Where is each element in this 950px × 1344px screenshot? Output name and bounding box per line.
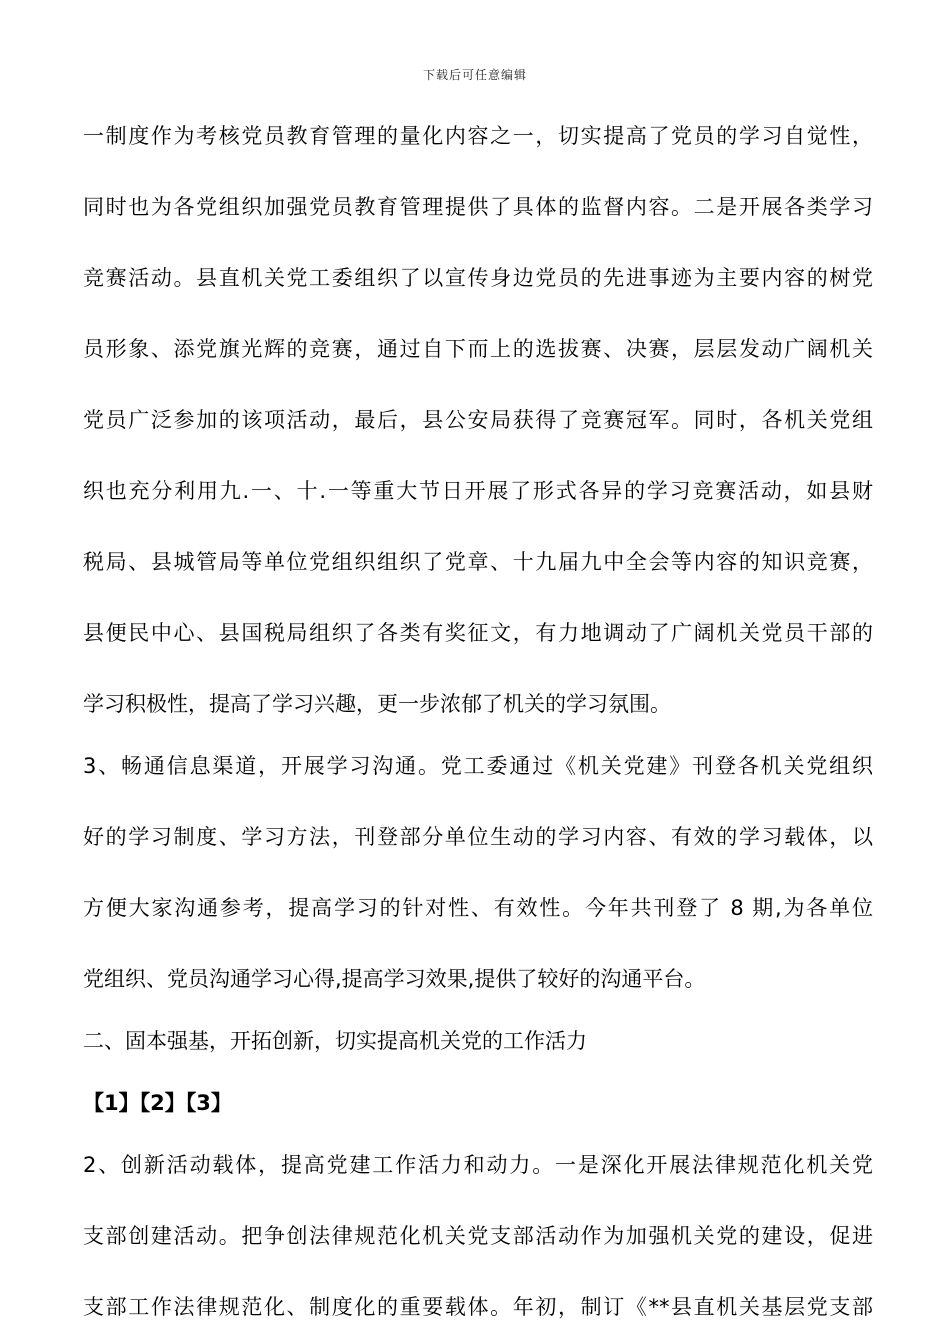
paragraph-2-line-2: 好的学习制度、学习方法，刊登部分单位生动的学习内容、有效的学习载体，以: [83, 825, 873, 849]
section-heading: 二、固本强基，开拓创新，切实提高机关党的工作活力: [83, 1029, 587, 1053]
paragraph-3-line-2: 支部创建活动。把争创法律规范化机关党支部活动作为加强机关党的建设，促进: [83, 1224, 873, 1248]
paragraph-1-line-4: 员形象、添党旗光辉的竞赛，通过自下而上的选拔赛、决赛，层层发动广阔机关: [83, 337, 873, 361]
paragraph-1-line-7: 税局、县城管局等单位党组织组织了党章、十九届九中全会等内容的知识竞赛，: [83, 550, 873, 574]
paragraph-2-line-3: 方便大家沟通参考，提高学习的针对性、有效性。今年共刊登了 8 期,为各单位: [83, 896, 873, 920]
paragraph-1-line-6: 织也充分利用九.一、十.一等重大节日开展了形式各异的学习竞赛活动，如县财: [83, 479, 873, 503]
paragraph-1-line-5: 党员广泛参加的该项活动，最后，县公安局获得了竞赛冠军。同时，各机关党组: [83, 408, 873, 432]
paragraph-1-line-1: 一制度作为考核党员教育管理的量化内容之一，切实提高了党员的学习自觉性，: [83, 124, 873, 148]
paragraph-2-line-1: 3、畅通信息渠道，开展学习沟通。党工委通过《机关党建》刊登各机关党组织: [83, 754, 873, 778]
page-header: 下载后可任意编辑: [422, 68, 527, 82]
paragraph-1-line-3: 竞赛活动。县直机关党工委组织了以宣传身边党员的先进事迹为主要内容的树党: [83, 266, 873, 290]
paragraph-1-line-9: 学习积极性，提高了学习兴趣，更一步浓郁了机关的学习氛围。: [83, 692, 671, 716]
paragraph-3-line-1: 2、创新活动载体，提高党建工作活力和动力。一是深化开展法律规范化机关党: [83, 1153, 873, 1177]
paragraph-3-line-3: 支部工作法律规范化、制度化的重要载体。年初，制订《**县直机关基层党支部: [83, 1295, 873, 1319]
page-navigation[interactable]: 【1】【2】【3】: [83, 1091, 232, 1115]
paragraph-1-line-2: 同时也为各党组织加强党员教育管理提供了具体的监督内容。二是开展各类学习: [83, 195, 873, 219]
document-body: [83, 118, 873, 1326]
paragraph-2-line-4: 党组织、党员沟通学习心得,提高学习效果,提供了较好的沟通平台。: [83, 967, 706, 991]
paragraph-1-line-8: 县便民中心、县国税局组织了各类有奖征文，有力地调动了广阔机关党员干部的: [83, 621, 873, 645]
